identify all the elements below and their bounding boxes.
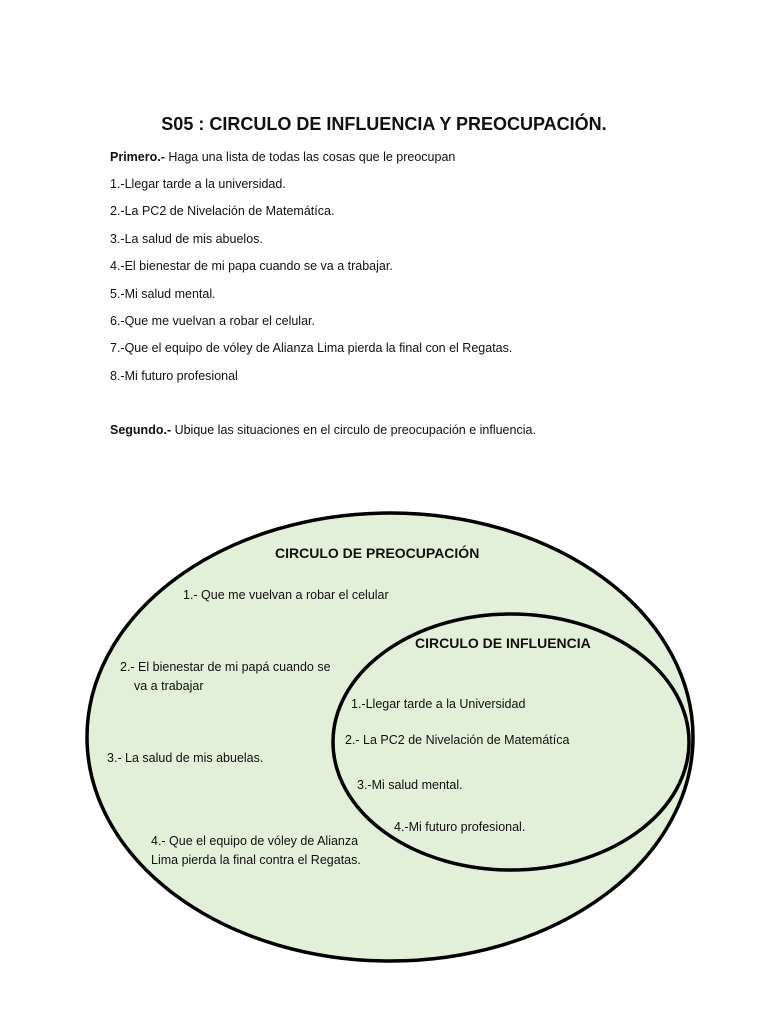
influence-item: 4.-Mi futuro profesional. [394, 820, 526, 834]
influence-item: 3.-Mi salud mental. [357, 778, 463, 792]
list-item: 7.-Que el equipo de vóley de Alianza Lima pierda la final con el Regatas. [110, 341, 513, 356]
primero-label: Primero.- [110, 150, 165, 164]
concern-item: 3.- La salud de mis abuelas. [107, 751, 264, 765]
page-title: S05 : CIRCULO DE INFLUENCIA Y PREOCUPACIÓN. [161, 114, 607, 134]
concern-item: va a trabajar [134, 679, 204, 693]
concern-item: Lima pierda la final contra el Regatas. [151, 853, 361, 867]
list-item: 3.-La salud de mis abuelos. [110, 231, 263, 246]
concern-item: 4.- Que el equipo de vóley de Alianza [151, 834, 359, 848]
list-item: 6.-Que me vuelvan a robar el celular. [110, 313, 315, 328]
concern-item: 2.- El bienestar de mi papá cuando se [120, 660, 331, 674]
segundo-text: Ubique las situaciones en el circulo de preocupación e influencia. [171, 423, 536, 437]
list-item: 5.-Mi salud mental. [110, 286, 216, 301]
list-item: 1.-Llegar tarde a la universidad. [110, 177, 286, 191]
influence-item: 2.- La PC2 de Nivelación de Matemátíca [345, 733, 570, 747]
list-item: 4.-El bienestar de mi papa cuando se va a trabajar. [110, 259, 393, 274]
concern-item: 1.- Que me vuelvan a robar el celular [183, 588, 389, 602]
influence-circle-title: CIRCULO DE INFLUENCIA [415, 635, 591, 651]
influence-item: 1.-Llegar tarde a la Universidad [351, 697, 526, 711]
concern-circle-title: CIRCULO DE PREOCUPACIÓN [275, 545, 480, 561]
segundo-label: Segundo.- [110, 423, 172, 437]
primero-text: Haga una lista de todas las cosas que le preocupan [164, 150, 456, 164]
list-item: 2.-La PC2 de Nivelación de Matemátíca. [110, 204, 335, 219]
list-item: 8.-Mi futuro profesional [110, 368, 238, 383]
